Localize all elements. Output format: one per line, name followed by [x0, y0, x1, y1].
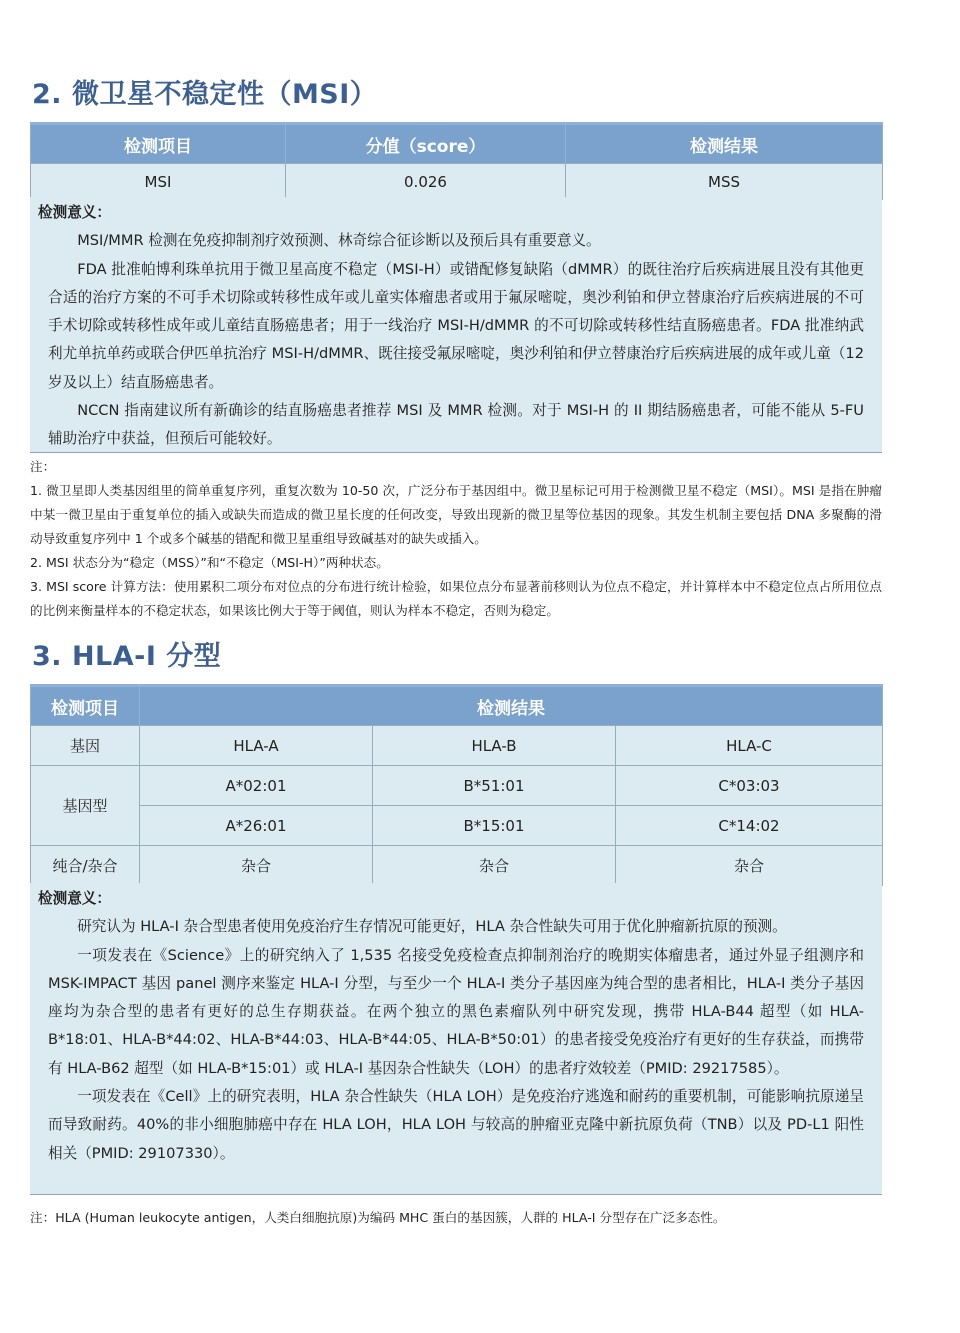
msi-result-table — [30, 122, 883, 200]
cell-result: MSS — [566, 164, 883, 200]
notes-label: 注： — [30, 459, 56, 474]
cell-item: MSI — [31, 164, 286, 200]
column-header-score: 分值（score） — [286, 124, 566, 164]
meaning-label: 检测意义： — [38, 204, 111, 221]
meaning-label: 检测意义： — [38, 890, 111, 907]
meaning-paragraph: FDA 批准帕博利珠单抗用于微卫星高度不稳定（MSI-H）或错配修复缺陷（dMMR）的既往治疗后疾病进展且没有其他更合适的治疗方案的不可手术切除或转移性成年或儿童实体瘤患者或用于氟尿嘧啶，奥沙利铂和伊立替康治疗后疾病进展的不可手术切除或转移性成年或儿童结直肠癌患者；用于一线治疗 MSI-H/dMMR 的不可切除或转移性结直肠癌患者。FDA 批准纳武利尤单抗单药或联合伊匹单抗治疗 MSI-H/dMMR、既往接受氟尿嘧啶，奥沙利铂和伊立替康治疗后疾病进展的成年或儿童（12 岁及以上）结直肠癌患者。 — [48, 260, 864, 391]
table-row-genotype — [31, 766, 883, 806]
note-item: 1. 微卫星即人类基因组里的简单重复序列，重复次数为 10-50 次，广泛分布于基因组中。微卫星标记可用于检测微卫星不稳定（MSI）。MSI 是指在肿瘤中某一微卫星由于重复单位的插入或缺失而造成的微卫星长度的任何改变，导致出现新的微卫星等位基因的现象。其发生机制主要包括 DNA 多聚酶的滑动导致重复序列中 1 个或多个碱基的错配和微卫星重组导致碱基对的缺失或插入。 — [30, 483, 882, 546]
note-item: 2. MSI 状态分为“稳定（MSS）”和“不稳定（MSI-H）”两种状态。 — [30, 555, 389, 570]
column-header-result: 检测结果 — [566, 124, 883, 164]
row-label-gene: 基因 — [31, 726, 140, 766]
cell-zygosity-c: 杂合 — [616, 846, 883, 886]
msi-notes — [30, 455, 882, 623]
msi-meaning-box — [30, 197, 882, 453]
cell-genotype-c1: C*03:03 — [616, 766, 883, 806]
row-label-genotype: 基因型 — [31, 766, 140, 846]
cell-zygosity-b: 杂合 — [373, 846, 616, 886]
cell-genotype-b2: B*15:01 — [373, 806, 616, 846]
hla-meaning-box — [30, 883, 882, 1195]
meaning-paragraph: MSI/MMR 检测在免疫抑制剂疗效预测、林奇综合征诊断以及预后具有重要意义。 — [77, 232, 601, 250]
column-header-item: 检测项目 — [31, 686, 140, 726]
table-header-row — [31, 686, 883, 726]
table-row-zygosity — [31, 846, 883, 886]
meaning-paragraph: NCCN 指南建议所有新确诊的结直肠癌患者推荐 MSI 及 MMR 检测。对于 MSI-H 的 II 期结肠癌患者，可能不能从 5-FU 辅助治疗中获益，但预后可能较好。 — [48, 402, 864, 448]
cell-gene-c: HLA-C — [616, 726, 883, 766]
meaning-paragraph: 一项发表在《Cell》上的研究表明，HLA 杂合性缺失（HLA LOH）是免疫治疗逃逸和耐药的重要机制，可能影响抗原递呈而导致耐药。40%的非小细胞肺癌中存在 HLA LOH，HLA LOH 与较高的肿瘤亚克隆中新抗原负荷（TNB）以及 PD-L1 阳性相关（PMID: 29107330）。 — [48, 1088, 864, 1162]
column-header-item: 检测项目 — [31, 124, 286, 164]
table-row-genotype — [31, 806, 883, 846]
cell-genotype-b1: B*51:01 — [373, 766, 616, 806]
section-title-msi: 2. 微卫星不稳定性（MSI） — [32, 79, 378, 110]
cell-genotype-a1: A*02:01 — [140, 766, 373, 806]
column-header-result: 检测结果 — [140, 686, 883, 726]
row-label-zygosity: 纯合/杂合 — [31, 846, 140, 886]
meaning-paragraph: 一项发表在《Science》上的研究纳入了 1,535 名接受免疫检查点抑制剂治疗的晚期实体瘤患者，通过外显子组测序和 MSK-IMPACT 基因 panel 测序来鉴定 HLA-I 分型，与至少一个 HLA-I 类分子基因座为纯合型的患者相比，HLA-I 类分子基因座均为杂合型的患者有更好的总生存期获益。在两个独立的黑色素瘤队列中研究发现，携带 HLA-B44 超型（如 HLA-B*18:01、HLA-B*44:02、HLA-B*44:03、HLA-B*44:05、HLA-B*50:01）的患者接受免疫治疗有更好的生存获益，而携带有 HLA-B62 超型（如 HLA-B*15:01）或 HLA-I 基因杂合性缺失（LOH）的患者疗效较差（PMID: 29217585）。 — [48, 946, 864, 1077]
table-header-row — [31, 124, 883, 164]
cell-zygosity-a: 杂合 — [140, 846, 373, 886]
note-item: 3. MSI score 计算方法：使用累积二项分布对位点的分布进行统计检验，如果位点分布显著前移则认为位点不稳定，并计算样本中不稳定位点占所用位点的比例来衡量样本的不稳定状态，如果该比例大于等于阈值，则认为样本不稳定，否则为稳定。 — [30, 579, 882, 618]
table-row — [31, 164, 883, 200]
section-title-hla: 3. HLA-I 分型 — [32, 641, 222, 672]
cell-gene-a: HLA-A — [140, 726, 373, 766]
cell-score: 0.026 — [286, 164, 566, 200]
table-row-gene — [31, 726, 883, 766]
cell-gene-b: HLA-B — [373, 726, 616, 766]
hla-footnote: 注：HLA (Human leukocyte antigen，人类白细胞抗原)为编码 MHC 蛋白的基因簇，人群的 HLA-I 分型存在广泛多态性。 — [30, 1210, 726, 1225]
meaning-paragraph: 研究认为 HLA-I 杂合型患者使用免疫治疗生存情况可能更好，HLA 杂合性缺失可用于优化肿瘤新抗原的预测。 — [77, 918, 787, 936]
cell-genotype-a2: A*26:01 — [140, 806, 373, 846]
cell-genotype-c2: C*14:02 — [616, 806, 883, 846]
hla-typing-table — [30, 684, 883, 886]
